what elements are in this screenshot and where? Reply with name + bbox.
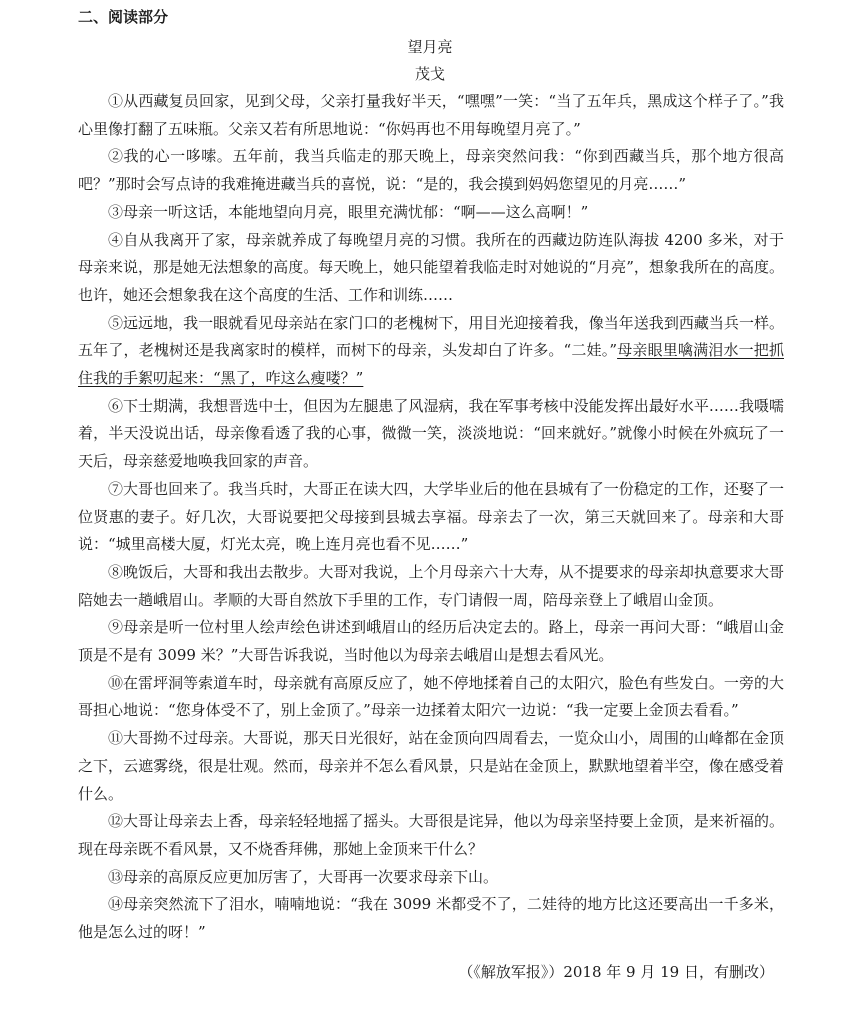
paragraph-1 bbox=[78, 88, 784, 143]
paragraph-text: ⑫大哥让母亲去上香，母亲轻轻地摇了摇头。大哥很是诧异，他以为母亲坚持要上金顶，是来祈福的。现在母亲既不看风景，又不烧香拜佛，那她上金顶来干什么？ bbox=[78, 812, 784, 858]
paragraph-text: ①从西藏复员回家，见到父母，父亲打量我好半天，“嘿嘿”一笑：“当了五年兵，黑成这个样子了。”我心里像打翻了五味瓶。父亲又若有所思地说：“你妈再也不用每晚望月亮了。” bbox=[78, 92, 784, 138]
source-citation: （《解放军报》）2018 年 9 月 19 日，有删改） bbox=[458, 963, 774, 981]
paragraph-7 bbox=[78, 476, 784, 559]
underlined-sentence: 母亲眼里噙满泪水一把抓住我的手絮叨起来：“黑了，咋这么瘦喽？” bbox=[78, 341, 784, 388]
article-body bbox=[78, 88, 784, 947]
paragraph-text: ⑧晚饭后，大哥和我出去散步。大哥对我说，上个月母亲六十大寿，从不提要求的母亲却执意要求大哥陪她去一趟峨眉山。孝顺的大哥自然放下手里的工作，专门请假一周，陪母亲登上了峨眉山金顶。 bbox=[78, 562, 784, 609]
paragraph-11 bbox=[78, 725, 784, 808]
paragraph-text: ⑥下士期满，我想晋选中士，但因为左腿患了风湿病，我在军事考核中没能发挥出最好水平……我嗫嚅着，半天没说出话，母亲像看透了我的心事，微微一笑，淡淡地说：“回来就好。”就像小时候在外疯玩了一天后，母亲慈爱地唤我回家的声音。 bbox=[78, 396, 784, 471]
paragraph-text: ⑦大哥也回来了。我当兵时，大哥正在读大四，大学毕业后的他在县城有了一份稳定的工作，还娶了一位贤惠的妻子。好几次，大哥说要把父母接到县城去享福。母亲去了一次，第三天就回来了。母亲和大哥说：“城里高楼大厦，灯光太亮，晚上连月亮也看不见……” bbox=[78, 479, 784, 554]
section-heading: 二、阅读部分 bbox=[78, 8, 169, 26]
paragraph-8 bbox=[78, 559, 784, 614]
article-title: 望月亮 bbox=[407, 38, 453, 56]
paragraph-text: ④自从我离开了家，母亲就养成了每晚望月亮的习惯。我所在的西藏边防连队海拔 4200 多米，对于母亲来说，那是她无法想象的高度。每天晚上，她只能望着我临走时对她说的“月亮”，想象我所在的高度。也许，她还会想象我在这个高度的生活、工作和训练…… bbox=[78, 230, 784, 304]
paragraph-2 bbox=[78, 143, 784, 198]
paragraph-3 bbox=[78, 199, 784, 227]
paragraph-6 bbox=[78, 393, 784, 476]
paragraph-5 bbox=[78, 310, 784, 393]
paragraph-text: ⑪大哥拗不过母亲。大哥说，那天日光很好，站在金顶向四周看去，一览众山小，周围的山峰都在金顶之下，云遮雾绕，很是壮观。然而，母亲并不怎么看风景，只是站在金顶上，默默地望着半空，像在感受着什么。 bbox=[78, 729, 784, 803]
article-author: 茂戈 bbox=[414, 65, 445, 83]
paragraph-14 bbox=[78, 891, 784, 946]
paragraph-text: ⑩在雷坪洞等索道车时，母亲就有高原反应了，她不停地揉着自己的太阳穴，脸色有些发白。一旁的大哥担心地说：“您身体受不了，别上金顶了。”母亲一边揉着太阳穴一边说：“我一定要上金顶去看看。” bbox=[78, 673, 784, 720]
paragraph-4 bbox=[78, 227, 784, 310]
paragraph-12 bbox=[78, 808, 784, 863]
paragraph-13 bbox=[78, 864, 784, 892]
paragraph-10 bbox=[78, 670, 784, 725]
paragraph-9 bbox=[78, 614, 784, 669]
paragraph-text: ⑬母亲的高原反应更加厉害了，大哥再一次要求母亲下山。 bbox=[108, 867, 499, 886]
paragraph-text: ⑭母亲突然流下了泪水，喃喃地说：“我在 3099 米都受不了，二娃待的地方比这还要高出一千多米，他是怎么过的呀！” bbox=[78, 895, 784, 942]
paragraph-text: ③母亲一听这话，本能地望向月亮，眼里充满忧郁：“啊——这么高啊！” bbox=[108, 202, 589, 221]
paragraph-text: ⑤远远地，我一眼就看见母亲站在家门口的老槐树下，用目光迎接着我，像当年送我到西藏当兵一样。五年了，老槐树还是我离家时的模样，而树下的母亲，头发却白了许多。“二娃。” bbox=[78, 313, 784, 360]
paragraph-text: ②我的心一哆嗦。五年前，我当兵临走的那天晚上，母亲突然问我：“你到西藏当兵，那个地方很高吧？”那时会写点诗的我难掩进藏当兵的喜悦，说：“是的，我会摸到妈妈您望见的月亮……” bbox=[78, 147, 784, 194]
paragraph-text: ⑨母亲是听一位村里人绘声绘色讲述到峨眉山的经历后决定去的。路上，母亲一再问大哥：“峨眉山金顶是不是有 3099 米？”大哥告诉我说，当时他以为母亲去峨眉山是想去看风光。 bbox=[78, 618, 784, 665]
